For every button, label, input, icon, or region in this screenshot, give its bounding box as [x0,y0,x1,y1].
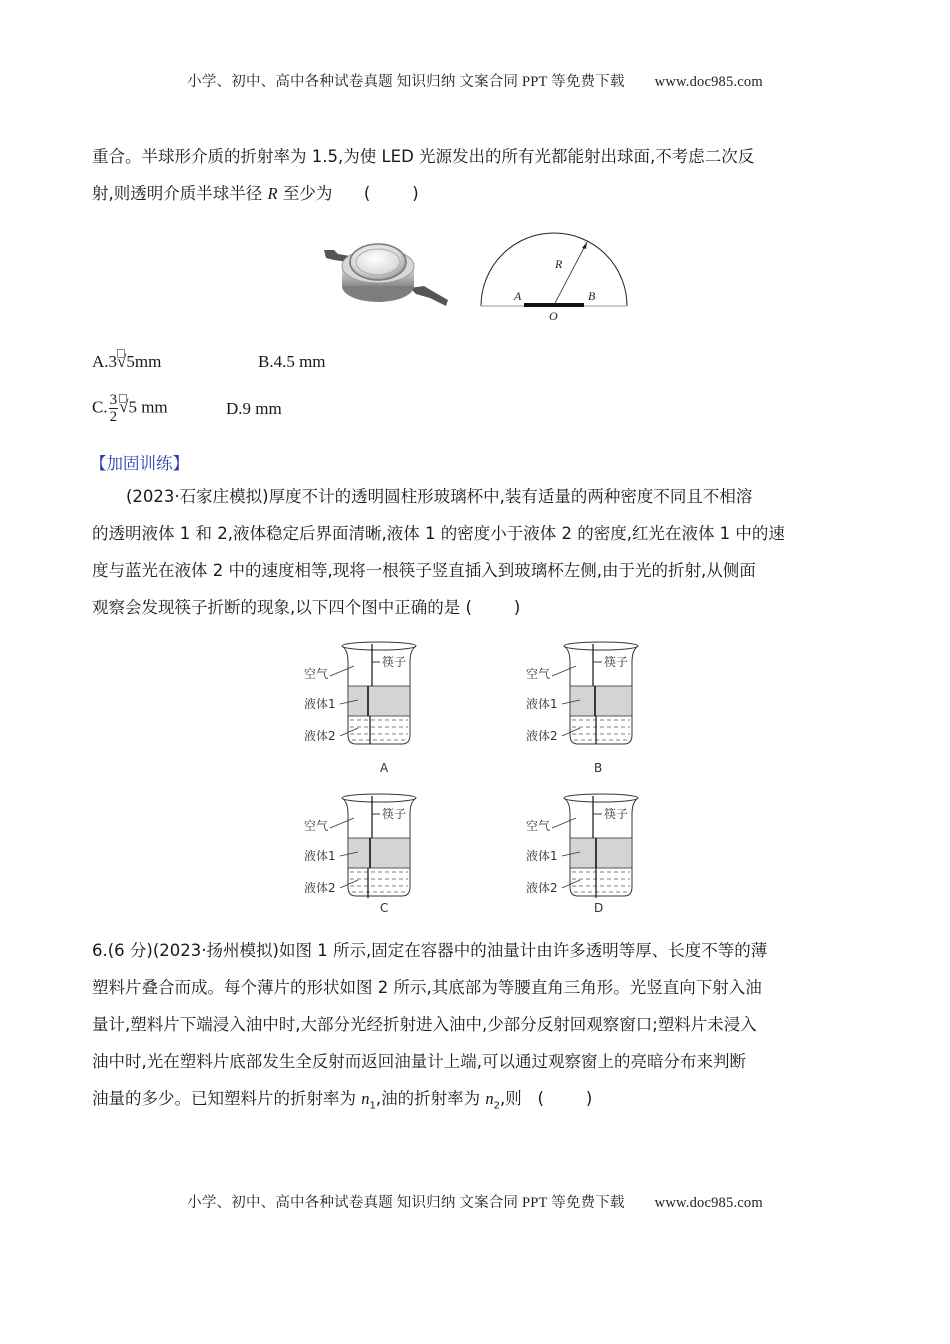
svg-text:A: A [514,289,522,303]
svg-text:液体2: 液体2 [526,729,558,743]
option-c[interactable]: C. $\frac{3}{2}$ √5 mm [92,392,168,425]
svg-text:筷子: 筷子 [604,655,629,669]
option-b[interactable]: B.4.5 mm [258,352,326,371]
footer-url[interactable]: www.doc985.com [654,1195,763,1211]
answer-bracket: ( ) [537,1089,593,1108]
question6-line4: 油中时,光在塑料片底部发生全反射而返回油量计上端,可以通过观察窗上的亮暗分布来判断 [92,1052,746,1071]
reinforce-text [92,478,862,626]
question6-text [92,932,862,1124]
cube-root-icon: √ [117,352,126,372]
reinforce-line1: (2023·石家庄模拟)厚度不计的透明圆柱形玻璃杯中,装有适量的两种密度不同且不相溶 [126,487,753,506]
answer-bracket: ( ) [465,598,521,617]
svg-text:D: D [594,901,604,915]
reinforce-line2: 的透明液体 1 和 2,液体稳定后界面清晰,液体 1 的密度小于液体 2 的密度,红光在液体 1 中的速 [92,524,785,543]
question6-line2: 塑料片叠合而成。每个薄片的形状如图 2 所示,其底部为等腰直角三角形。光竖直向下射入油 [92,978,762,997]
svg-text:液体2: 液体2 [526,881,558,895]
header-url[interactable]: www.doc985.com [654,74,763,90]
svg-text:筷子: 筷子 [604,807,629,821]
footer-text: 小学、初中、高中各种试卷真题 知识归纳 文案合同 PPT 等免费下载 [187,1195,625,1211]
led-figure [316,228,656,332]
svg-text:液体1: 液体1 [304,849,336,863]
reinforce-line3: 度与蓝光在液体 2 中的速度相等,现将一根筷子竖直插入到玻璃杯左侧,由于光的折射,从侧面 [92,561,756,580]
svg-text:液体1: 液体1 [304,697,336,711]
svg-text:C: C [380,901,389,915]
beaker-figures [300,640,660,924]
option-a[interactable]: A.3 √5mm [92,352,161,372]
svg-text:O: O [549,309,558,323]
led-photo-icon [316,228,656,328]
variable-R: R [267,184,278,203]
svg-text:空气: 空气 [526,819,551,833]
question6-line3: 量计,塑料片下端浸入油中时,大部分光经折射进入油中,少部分反射回观察窗口;塑料片未浸入 [92,1015,757,1034]
svg-text:B: B [594,761,603,775]
svg-text:A: A [380,761,389,775]
cube-root-icon: √ [119,397,128,417]
fraction: $\frac{3}{2}$ [109,392,118,425]
svg-text:液体1: 液体1 [526,849,558,863]
svg-text:R: R [555,257,563,271]
reinforce-line4: 观察会发现筷子折断的现象,以下四个图中正确的是 ( ) [92,598,521,617]
section-title: 【加固训练】 [90,454,189,473]
question6-line5: 油量的多少。已知塑料片的折射率为 $n_1$,油的折射率为 $n_2$,则 ( ) [92,1089,593,1112]
svg-text:液体1: 液体1 [526,697,558,711]
svg-text:筷子: 筷子 [382,807,407,821]
svg-text:空气: 空气 [304,819,329,833]
svg-text:B: B [588,289,596,303]
svg-text:液体2: 液体2 [304,729,336,743]
question6-line1: 6.(6 分)(2023·扬州模拟)如图 1 所示,固定在容器中的油量计由许多透明等厚、长度不等的薄 [92,941,768,960]
option-d[interactable]: D.9 mm [226,399,282,418]
question5-line1: 重合。半球形介质的折射率为 1.5,为使 LED 光源发出的所有光都能射出球面,不考虑二次反 [92,147,755,166]
svg-text:空气: 空气 [526,667,551,681]
question5-line2: 射,则透明介质半球半径 R 至少为 ( ) [92,184,419,203]
page-footer [0,1191,950,1212]
page-header [0,70,950,91]
svg-text:液体2: 液体2 [304,881,336,895]
svg-text:空气: 空气 [304,667,329,681]
answer-bracket: ( ) [363,184,419,203]
svg-text:筷子: 筷子 [382,655,407,669]
question5-text [92,138,862,212]
header-text: 小学、初中、高中各种试卷真题 知识归纳 文案合同 PPT 等免费下载 [187,74,625,90]
